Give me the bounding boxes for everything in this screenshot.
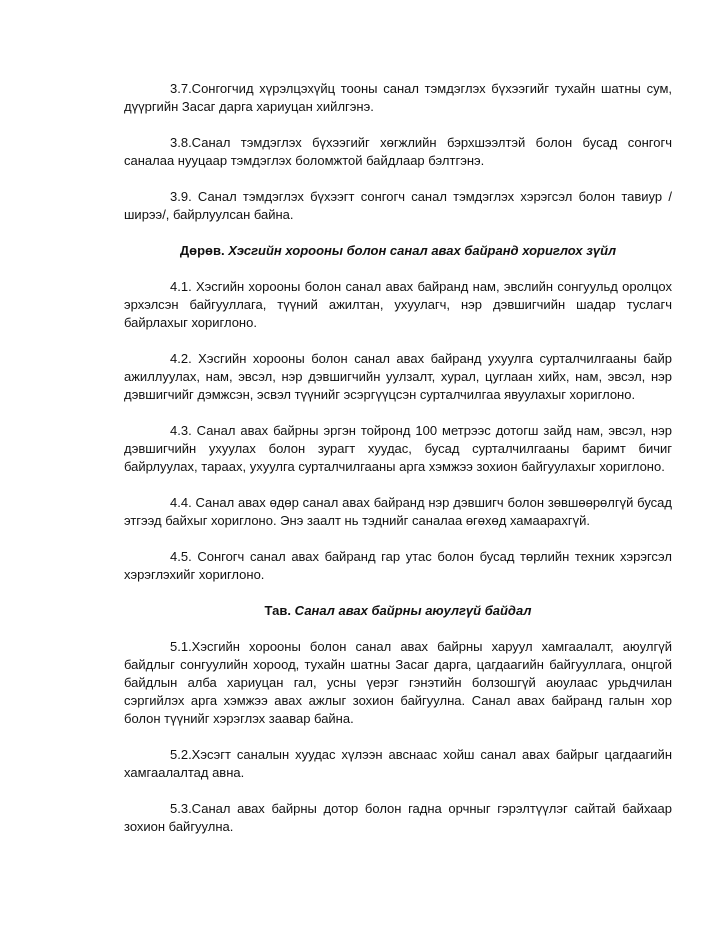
paragraph-5-3: 5.3.Санал авах байрны дотор болон гадна орчныг гэрэлтүүлэг сайтай байхаар зохион байгуулна.: [124, 801, 672, 834]
section-heading-4-title: Хэсгийн хорооны болон санал авах байранд хориглох зүйл: [228, 243, 617, 258]
section-heading-4-prefix: Дөрөв.: [179, 243, 229, 258]
section-heading-4: [124, 242, 672, 260]
section-heading-5-title: Санал авах байрны аюулгүй байдал: [294, 603, 532, 618]
paragraph-4-2: 4.2. Хэсгийн хорооны болон санал авах байранд ухуулга сурталчилгааны байр ажиллуулах, нам, эвсэл, нэр дэвшигчийн уулзалт, хурал, цуглаан хийх, нам, эвсэл, нэр дэвшигчийг дэмжсэн, эсвэл түүнийг эсэргүүцсэн сурталчилгаа явуулахыг хориглоно.: [124, 351, 672, 402]
document-page: [124, 80, 672, 854]
paragraph-3-9: 3.9. Санал тэмдэглэх бүхээгт сонгогч санал тэмдэглэх хэрэгсэл болон тавиур /ширээ/, байрлуулсан байна.: [124, 189, 672, 222]
paragraph-3-7: 3.7.Сонгогчид хүрэлцэхүйц тооны санал тэмдэглэх бүхээгийг тухайн шатны сум, дүүргийн Засаг дарга хариуцан хийлгэнэ.: [124, 81, 672, 114]
paragraph-5-1: 5.1.Хэсгийн хорооны болон санал авах байрны харуул хамгаалалт, аюулгүй байдлыг сонгуулийн хороод, тухайн шатны Засаг дарга, цагдаагийн байгууллага, онцгой байдлын алба хариуцан гал, усны үерэг гэнэтийн болзошгүй аюулаас урьдчилан сэргийлэх арга хэмжээ авах ажлыг зохион байгуулна. Санал авах байранд галын хор болон түүнийг хэрэглэх заавар байна.: [124, 639, 672, 726]
paragraph-3-8: 3.8.Санал тэмдэглэх бүхээгийг хөгжлийн бэрхшээлтэй болон бусад сонгогч саналаа нууцаар тэмдэглэх боломжтой байдлаар бэлтгэнэ.: [124, 135, 672, 168]
section-heading-5-prefix: Тав.: [264, 603, 295, 618]
paragraph-4-3: 4.3. Санал авах байрны эргэн тойронд 100 метрээс дотогш зайд нам, эвсэл, нэр дэвшигчийн ухуулах болон зурагт хуудас, бусад сурталчилгааны баримт бичиг байрлуулах, тараах, ухуулга сурталчилгааны арга хэмжээ зохион байгуулахыг хориглоно.: [124, 423, 672, 474]
paragraph-5-2: 5.2.Хэсэгт саналын хуудас хүлээн авснаас хойш санал авах байрыг цагдаагийн хамгаалалтад авна.: [124, 747, 672, 780]
paragraph-4-5: 4.5. Сонгогч санал авах байранд гар утас болон бусад төрлийн техник хэрэгсэл хэрэглэхийг хориглоно.: [124, 549, 672, 582]
paragraph-4-1: 4.1. Хэсгийн хорооны болон санал авах байранд нам, эвслийн сонгуульд оролцох эрхэлсэн байгууллага, түүний ажилтан, ухуулагч, нэр дэвшигчийн шадар туслагч байрлахыг хориглоно.: [124, 279, 672, 330]
section-heading-5: [124, 602, 672, 620]
paragraph-4-4: 4.4. Санал авах өдөр санал авах байранд нэр дэвшигч болон зөвшөөрөлгүй бусад этгээд байхыг хориглоно. Энэ заалт нь тэднийг саналаа өгөхөд хамаарахгүй.: [124, 495, 672, 528]
